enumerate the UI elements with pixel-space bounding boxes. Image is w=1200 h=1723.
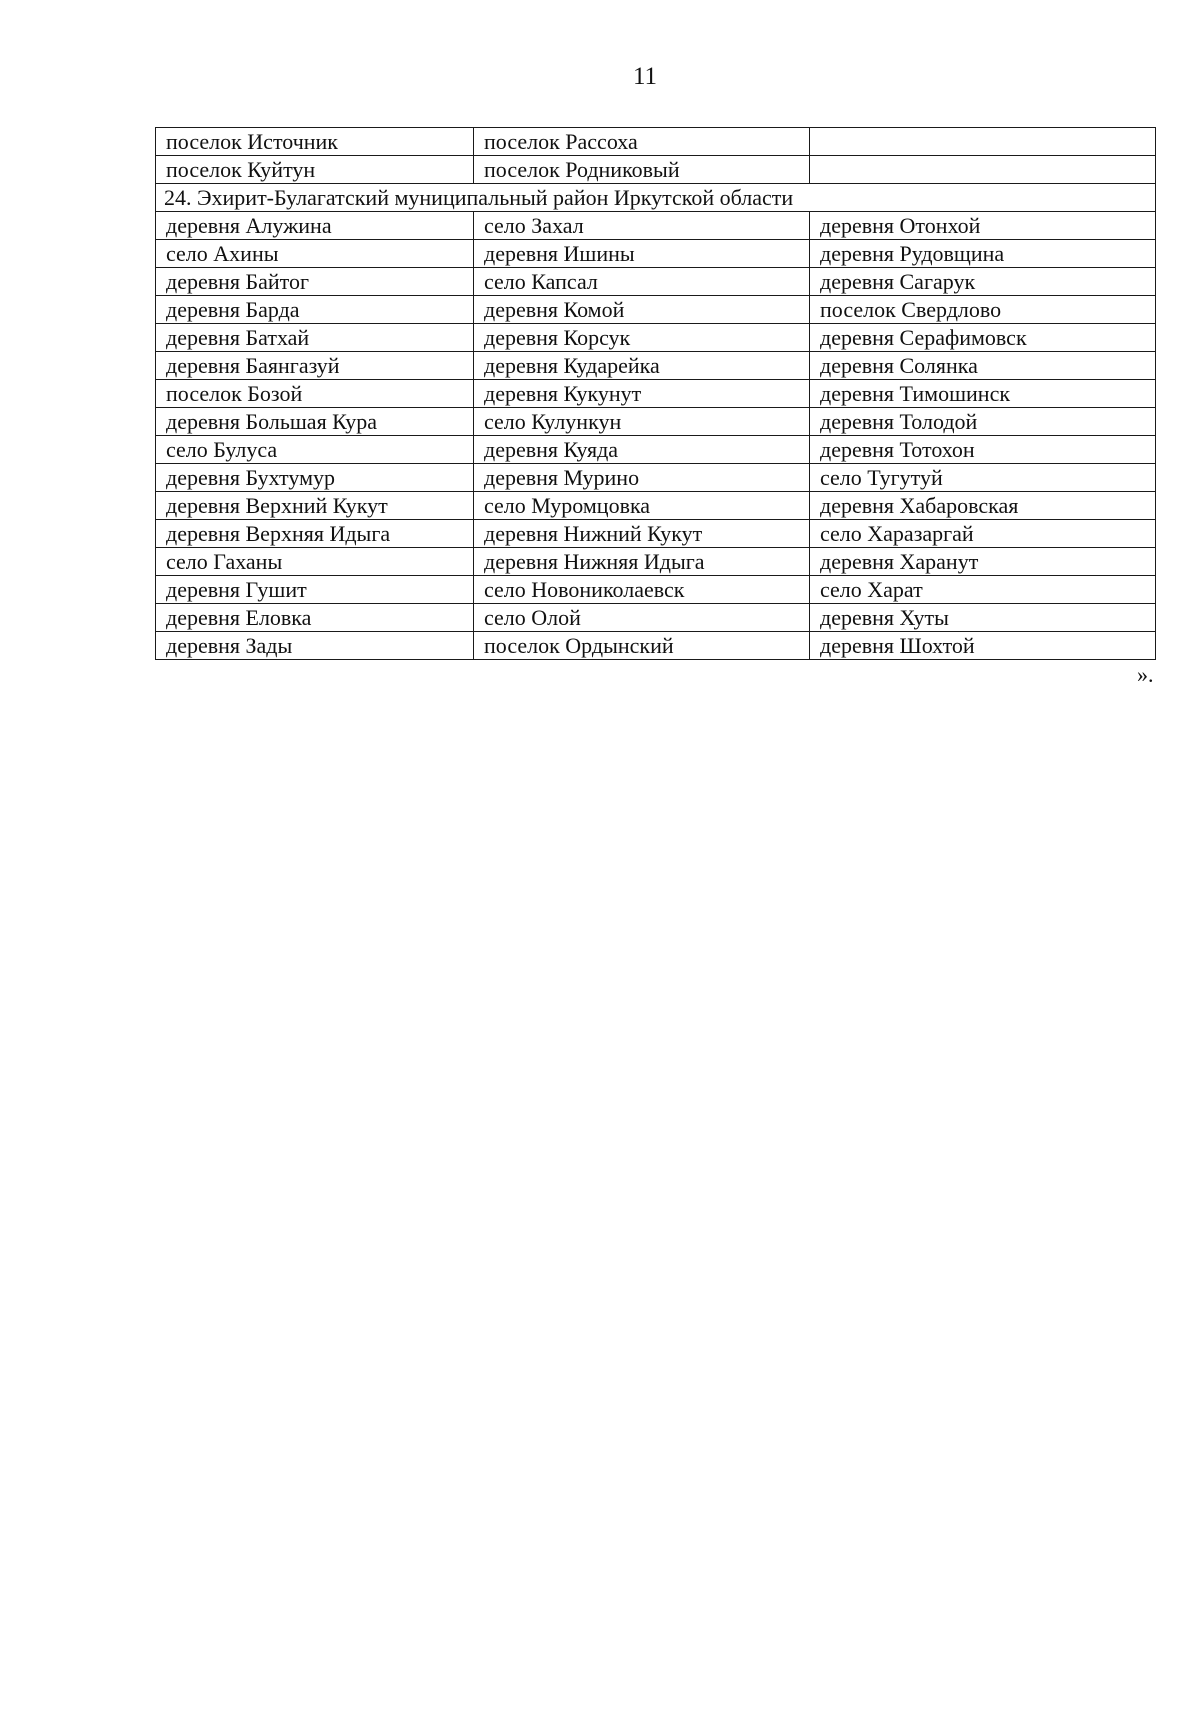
table-row — [156, 352, 1156, 380]
table-cell: деревня Куяда — [474, 436, 810, 464]
table-cell: деревня Кукунут — [474, 380, 810, 408]
table-cell: деревня Отонхой — [810, 212, 1156, 240]
table-cell: деревня Нижний Кукут — [474, 520, 810, 548]
table-cell: деревня Верхняя Идыга — [156, 520, 474, 548]
table-row — [156, 408, 1156, 436]
page-number: 11 — [632, 63, 658, 90]
table-body — [156, 128, 1156, 660]
table-cell: деревня Батхай — [156, 324, 474, 352]
table-cell: поселок Куйтун — [156, 156, 474, 184]
table-cell: деревня Алужина — [156, 212, 474, 240]
table-row — [156, 128, 1156, 156]
table-row — [156, 576, 1156, 604]
table-row — [156, 296, 1156, 324]
section-title: 24. Эхирит-Булагатский муниципальный район Иркутской области — [156, 184, 1156, 212]
table-cell: село Олой — [474, 604, 810, 632]
table-cell: деревня Верхний Кукут — [156, 492, 474, 520]
table-cell: поселок Источник — [156, 128, 474, 156]
table-row — [156, 268, 1156, 296]
table-row — [156, 436, 1156, 464]
table-cell: деревня Толодой — [810, 408, 1156, 436]
table-cell: деревня Тимошинск — [810, 380, 1156, 408]
closing-quote: ». — [1137, 662, 1154, 687]
table-cell: деревня Рудовщина — [810, 240, 1156, 268]
table-cell — [810, 156, 1156, 184]
table-row — [156, 240, 1156, 268]
table-cell: деревня Комой — [474, 296, 810, 324]
table-row — [156, 492, 1156, 520]
section-header-row — [156, 184, 1156, 212]
table-cell: деревня Сагарук — [810, 268, 1156, 296]
table-row — [156, 520, 1156, 548]
table-cell: поселок Ордынский — [474, 632, 810, 660]
table-cell: деревня Серафимовск — [810, 324, 1156, 352]
table-row — [156, 212, 1156, 240]
settlements-table — [155, 127, 1156, 660]
table-cell: деревня Байтог — [156, 268, 474, 296]
table-row — [156, 464, 1156, 492]
table-cell: деревня Ишины — [474, 240, 810, 268]
table-cell: село Тугутуй — [810, 464, 1156, 492]
table-cell: поселок Рассоха — [474, 128, 810, 156]
table-cell: село Харазаргай — [810, 520, 1156, 548]
table-cell: деревня Большая Кура — [156, 408, 474, 436]
table-cell: село Капсал — [474, 268, 810, 296]
table-cell: деревня Нижняя Идыга — [474, 548, 810, 576]
table-cell: деревня Еловка — [156, 604, 474, 632]
table-cell: деревня Харанут — [810, 548, 1156, 576]
table-cell: деревня Бухтумур — [156, 464, 474, 492]
table-cell: деревня Зады — [156, 632, 474, 660]
table-cell: поселок Свердлово — [810, 296, 1156, 324]
table-cell: село Захал — [474, 212, 810, 240]
table-row — [156, 632, 1156, 660]
table-cell: село Харат — [810, 576, 1156, 604]
table-cell: село Булуса — [156, 436, 474, 464]
table-row — [156, 604, 1156, 632]
table-cell: деревня Корсук — [474, 324, 810, 352]
table-cell: поселок Родниковый — [474, 156, 810, 184]
table-row — [156, 380, 1156, 408]
table-cell: деревня Барда — [156, 296, 474, 324]
table-cell: деревня Хабаровская — [810, 492, 1156, 520]
table-row — [156, 548, 1156, 576]
table-cell: деревня Гушит — [156, 576, 474, 604]
table-cell: село Кулункун — [474, 408, 810, 436]
table-cell — [810, 128, 1156, 156]
table-cell: село Гаханы — [156, 548, 474, 576]
table-cell: деревня Хуты — [810, 604, 1156, 632]
table-cell: деревня Шохтой — [810, 632, 1156, 660]
table-cell: село Ахины — [156, 240, 474, 268]
table-cell: деревня Кударейка — [474, 352, 810, 380]
table-cell: деревня Мурино — [474, 464, 810, 492]
table-cell: деревня Солянка — [810, 352, 1156, 380]
table-row — [156, 156, 1156, 184]
table-cell: село Муромцовка — [474, 492, 810, 520]
table-cell: поселок Бозой — [156, 380, 474, 408]
table-row — [156, 324, 1156, 352]
table-cell: деревня Тотохон — [810, 436, 1156, 464]
table-cell: село Новониколаевск — [474, 576, 810, 604]
table-cell: деревня Баянгазуй — [156, 352, 474, 380]
